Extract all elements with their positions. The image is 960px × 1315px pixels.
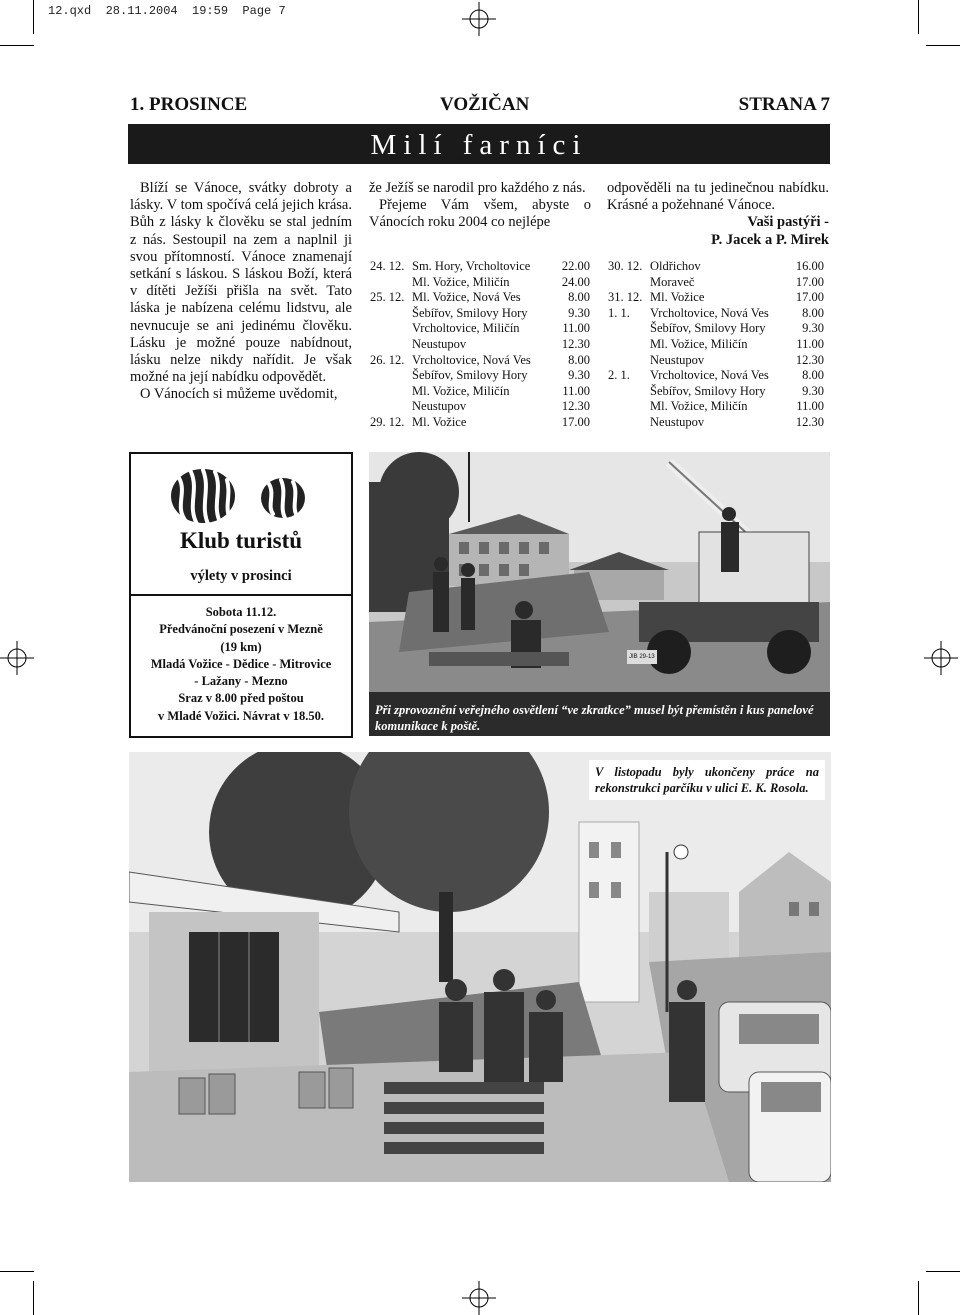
schedule-date: [608, 337, 650, 353]
schedule-date: [370, 384, 412, 400]
registration-mark-icon: [0, 641, 34, 675]
schedule-date: 30. 12.: [608, 259, 643, 273]
schedule-row: [608, 306, 824, 322]
schedule-time: 9.30: [568, 305, 590, 320]
article-column-1: [130, 180, 352, 404]
header-publication: VOŽIČAN: [440, 94, 530, 115]
schedule-time: 11.00: [562, 321, 590, 336]
club-trip-line: Sraz v 8.00 před poštou: [178, 691, 304, 706]
schedule-row: [370, 259, 590, 275]
schedule-date: [370, 321, 412, 337]
article-paragraph: že Ježíš se narodil pro každého z nás.: [369, 180, 586, 196]
schedule-date: 31. 12.: [608, 290, 643, 305]
schedule-date: [370, 399, 412, 415]
schedule-place: Neustupov: [650, 414, 705, 429]
club-trip-details: [131, 604, 351, 725]
schedule-row: [370, 368, 590, 384]
registration-mark-icon: [462, 1281, 496, 1315]
box-divider: [131, 594, 351, 596]
schedule-time: 17.00: [795, 290, 824, 305]
schedule-date: 29. 12.: [370, 414, 405, 429]
schedule-time: 16.00: [795, 259, 824, 273]
schedule-row: [608, 368, 824, 384]
photo-park: [129, 752, 831, 1182]
schedule-time: 12.30: [561, 399, 590, 414]
schedule-date: 24. 12.: [370, 259, 405, 273]
article-paragraph: Blíží se Vánoce, svátky dobroty a lásky. V tom spočívá celá jejich krása. Bůh z lásky k člověku se stal jedním z nás. Sestoupil na zem a naplnil ji svou přítomností. Vánoce znamenají setkání s láskou. S láskou Boží, která v dítěti Ježíši přišla na svět. Tato láska je nabízena celému lidstvu, ale nevnucuje se ani jedinému člověku. Lásku je možné pouze nabídnout, lásku nelze nikdy nařídit. Je však možné na její nabídku odpovědět.: [130, 180, 352, 386]
license-plate: JIB 29-13: [629, 654, 655, 660]
schedule-time: 11.00: [796, 399, 824, 414]
schedule-row: [370, 306, 590, 322]
schedule-place: Oldřichov: [650, 259, 701, 273]
schedule-date: [370, 368, 412, 384]
hiking-club-box: [129, 452, 353, 738]
schedule-place: Sm. Hory, Vrcholtovice: [412, 259, 531, 273]
schedule-time: 9.30: [802, 321, 824, 336]
schedule-date: 2. 1.: [608, 368, 630, 383]
schedule-row: [608, 275, 824, 291]
schedule-row: [608, 353, 824, 369]
schedule-row: [370, 290, 590, 306]
schedule-place: Neustupov: [412, 336, 467, 351]
photo-caption: Při zprovoznění veřejného osvětlení “ve zkratkce” musel být přemístěn i kus panelové komunikace k poště.: [375, 703, 814, 733]
crop-mark: [918, 1281, 919, 1315]
schedule-date: 1. 1.: [608, 305, 630, 320]
schedule-date: [608, 353, 650, 369]
schedule-time: 12.30: [795, 414, 824, 429]
photo-caption-box: [589, 760, 825, 800]
signature-line-1: Vaši pastýři -: [747, 214, 829, 231]
schedule-place: Šebířov, Smilovy Hory: [650, 321, 766, 336]
club-name: Klub turistů: [179, 528, 303, 553]
schedule-row: [608, 259, 824, 275]
schedule-date: [608, 384, 650, 400]
schedule-row: [370, 337, 590, 353]
schedule-time: 8.00: [802, 305, 824, 320]
schedule-place: Moraveč: [650, 274, 695, 289]
schedule-time: 11.00: [796, 336, 824, 351]
print-slug: 12.qxd 28.11.2004 19:59 Page 7: [48, 4, 286, 18]
schedule-time: 12.30: [561, 336, 590, 351]
schedule-date: [608, 415, 650, 431]
schedule-time: 8.00: [568, 290, 590, 305]
registration-mark-icon: [924, 641, 958, 675]
article-paragraph: odpověděli na tu jedinečnou nabídku. Krásné a požehnané Vánoce.: [607, 180, 829, 214]
schedule-time: 11.00: [562, 383, 590, 398]
schedule-row: [370, 399, 590, 415]
signature-line-2: P. Jacek a P. Mirek: [711, 231, 829, 248]
schedule-row: [608, 415, 824, 431]
schedule-date: [608, 321, 650, 337]
schedule-place: Šebířov, Smilovy Hory: [650, 383, 766, 398]
schedule-row: [608, 290, 824, 306]
club-trip-line: - Lažany - Mezno: [194, 674, 288, 689]
photo-park-block: [129, 752, 831, 1182]
schedule-place: Ml. Vožice, Miličín: [412, 274, 510, 289]
schedule-time: 24.00: [561, 274, 590, 289]
header-date: 1. PROSINCE: [130, 94, 248, 115]
club-trip-line: Sobota 11.12.: [205, 605, 277, 619]
article-title: Milí farníci: [128, 124, 830, 164]
header-page: STRANA 7: [738, 94, 830, 115]
schedule-row: [370, 415, 590, 431]
registration-mark-icon: [462, 2, 496, 36]
schedule-place: Ml. Vožice, Miličín: [412, 383, 510, 398]
club-subtitle: výlety v prosinci: [190, 568, 292, 584]
schedule-place: Vrcholtovice, Nová Ves: [650, 305, 769, 320]
schedule-time: 17.00: [561, 414, 590, 429]
article-paragraph: Přejeme Vám všem, abyste o Vánocích roku 2004 co nejlépe: [369, 197, 591, 231]
club-trip-line: Předvánoční posezení v Mezně: [159, 622, 323, 637]
schedule-place: Ml. Vožice, Miličín: [650, 399, 748, 414]
schedule-place: Ml. Vožice: [650, 290, 705, 305]
club-trip-line: (19 km): [220, 639, 262, 654]
mass-schedule-left: [370, 259, 590, 431]
schedule-date: 26. 12.: [370, 352, 405, 367]
schedule-time: 8.00: [802, 368, 824, 383]
photo-crane-block: [369, 452, 830, 736]
schedule-place: Vrcholtovice, Nová Ves: [412, 352, 531, 367]
crop-mark: [918, 0, 919, 34]
crop-mark: [926, 1271, 960, 1272]
schedule-row: [370, 321, 590, 337]
article-paragraph: O Vánocích si můžeme uvědomit,: [140, 386, 338, 403]
photo-caption: V listopadu byly ukončeny práce na rekonstrukci parčíku v ulici E. K. Rosola.: [595, 765, 819, 795]
schedule-date: 25. 12.: [370, 290, 405, 305]
schedule-place: Ml. Vožice, Miličín: [650, 336, 748, 351]
schedule-place: Neustupov: [650, 352, 705, 367]
schedule-time: 22.00: [561, 259, 590, 273]
article-column-3: [607, 180, 829, 249]
schedule-place: Šebířov, Smilovy Hory: [412, 305, 528, 320]
schedule-time: 9.30: [802, 383, 824, 398]
schedule-date: [370, 306, 412, 322]
schedule-time: 9.30: [568, 368, 590, 383]
mass-schedule-right: [608, 259, 824, 431]
schedule-place: Šebířov, Smilovy Hory: [412, 368, 528, 383]
schedule-row: [608, 399, 824, 415]
hiking-club-logo-icon: [165, 466, 315, 530]
schedule-place: Vrcholtovice, Miličín: [412, 321, 520, 336]
crop-mark: [0, 1271, 34, 1272]
schedule-date: [608, 275, 650, 291]
schedule-row: [370, 353, 590, 369]
schedule-time: 17.00: [795, 274, 824, 289]
photo-crane: [369, 452, 830, 692]
schedule-row: [608, 337, 824, 353]
schedule-place: Neustupov: [412, 399, 467, 414]
schedule-place: Ml. Vožice, Nová Ves: [412, 290, 521, 305]
schedule-place: Ml. Vožice: [412, 414, 467, 429]
schedule-date: [370, 337, 412, 353]
schedule-date: [608, 399, 650, 415]
schedule-place: Vrcholtovice, Nová Ves: [650, 368, 769, 383]
schedule-row: [370, 275, 590, 291]
crop-mark: [0, 45, 34, 46]
crop-mark: [926, 45, 960, 46]
schedule-row: [608, 384, 824, 400]
schedule-row: [608, 321, 824, 337]
club-trip-line: v Mladé Vožici. Návrat v 18.50.: [158, 708, 324, 723]
crop-mark: [33, 0, 34, 34]
schedule-time: 12.30: [795, 352, 824, 367]
article-column-2: [369, 180, 591, 232]
schedule-row: [370, 384, 590, 400]
crop-mark: [33, 1281, 34, 1315]
club-trip-line: Mladá Vožice - Dědice - Mitrovice: [150, 656, 332, 671]
schedule-time: 8.00: [568, 352, 590, 367]
schedule-date: [370, 275, 412, 291]
